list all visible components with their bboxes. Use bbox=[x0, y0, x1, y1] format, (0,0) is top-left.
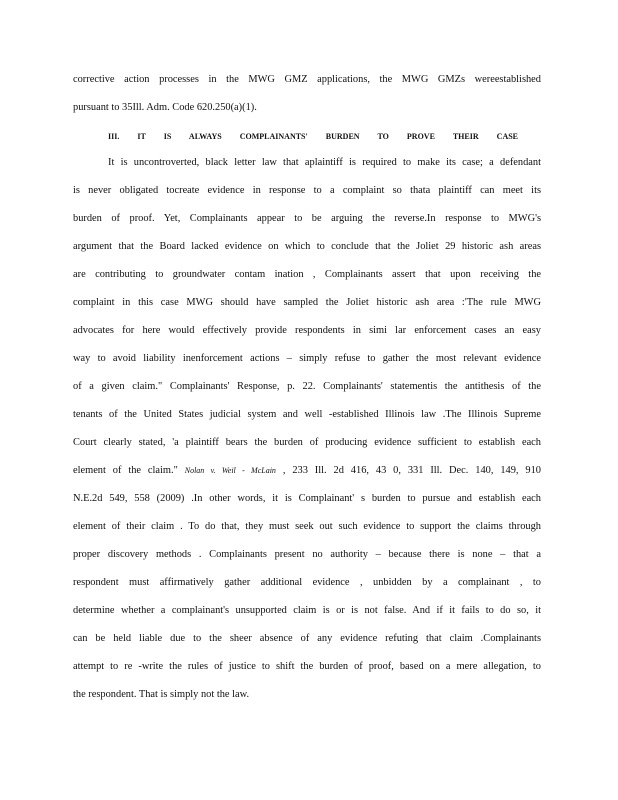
text-segment: , 233 Ill. 2d 416, 43 0, 331 Ill. Dec. 140, 149, 910 bbox=[282, 465, 542, 476]
text-line: determine whether a complainant's unsupported claim is or is not false. And if it fails to do so, it bbox=[73, 605, 541, 616]
text-line: argument that the Board lacked evidence on which to conclude that the Joliet 29 historic ash areas bbox=[73, 241, 541, 252]
text-line: Court clearly stated, 'a plaintiff bears the burden of producing evidence sufficient to establish each bbox=[73, 437, 541, 448]
text-line: respondent must affirmatively gather additional evidence , unbidden by a complainant , to bbox=[73, 577, 541, 588]
text-line: the respondent. That is simply not the law. bbox=[73, 689, 250, 700]
text-line: can be held liable due to the sheer absence of any evidence refuting that claim .Complainants bbox=[73, 633, 541, 644]
citation-line bbox=[73, 464, 541, 478]
text-line: are contributing to groundwater contam ination , Complainants assert that upon receiving the bbox=[73, 269, 541, 280]
text-line: of a given claim." Complainants' Response, p. 22. Complainants' statementis the antithesis of the bbox=[73, 381, 541, 392]
paragraph-first-line: It is uncontroverted, black letter law that aplaintiff is required to make its case; a defendant bbox=[108, 157, 541, 168]
text-line: burden of proof. Yet, Complainants appear to be arguing the reverse.In response to MWG's bbox=[73, 213, 541, 224]
text-line: is never obligated tocreate evidence in response to a complaint so thata plaintiff can meet its bbox=[73, 185, 541, 196]
text-line: pursuant to 35Ill. Adm. Code 620.250(a)(1). bbox=[73, 102, 257, 113]
text-line: element of their claim . To do that, they must seek out such evidence to support the claims through bbox=[73, 521, 541, 532]
text-line: N.E.2d 549, 558 (2009) .In other words, it is Complainant' s burden to pursue and establish each bbox=[73, 493, 541, 504]
text-line: attempt to re -write the rules of justice to shift the burden of proof, based on a mere allegation, to bbox=[73, 661, 541, 672]
text-line: tenants of the United States judicial system and well -established Illinois law .The Illinois Supreme bbox=[73, 409, 541, 420]
text-line: corrective action processes in the MWG GMZ applications, the MWG GMZs wereestablished bbox=[73, 74, 541, 85]
text-segment: element of the claim." bbox=[73, 465, 178, 476]
text-line: advocates for here would effectively provide respondents in simi lar enforcement cases an easy bbox=[73, 325, 541, 336]
text-line: complaint in this case MWG should have sampled the Joliet historic ash area :'The rule MWG bbox=[73, 297, 541, 308]
section-heading: III. IT IS ALWAYS COMPLAINANTS' BURDEN TO PROVE THEIR CASE bbox=[108, 132, 518, 141]
text-line: proper discovery methods . Complainants present no authority – because there is none – that a bbox=[73, 549, 541, 560]
text-line: way to avoid liability inenforcement actions – simply refuse to gather the most relevant evidence bbox=[73, 353, 541, 364]
case-name: Nolan v. Weil - McLain bbox=[184, 466, 276, 475]
